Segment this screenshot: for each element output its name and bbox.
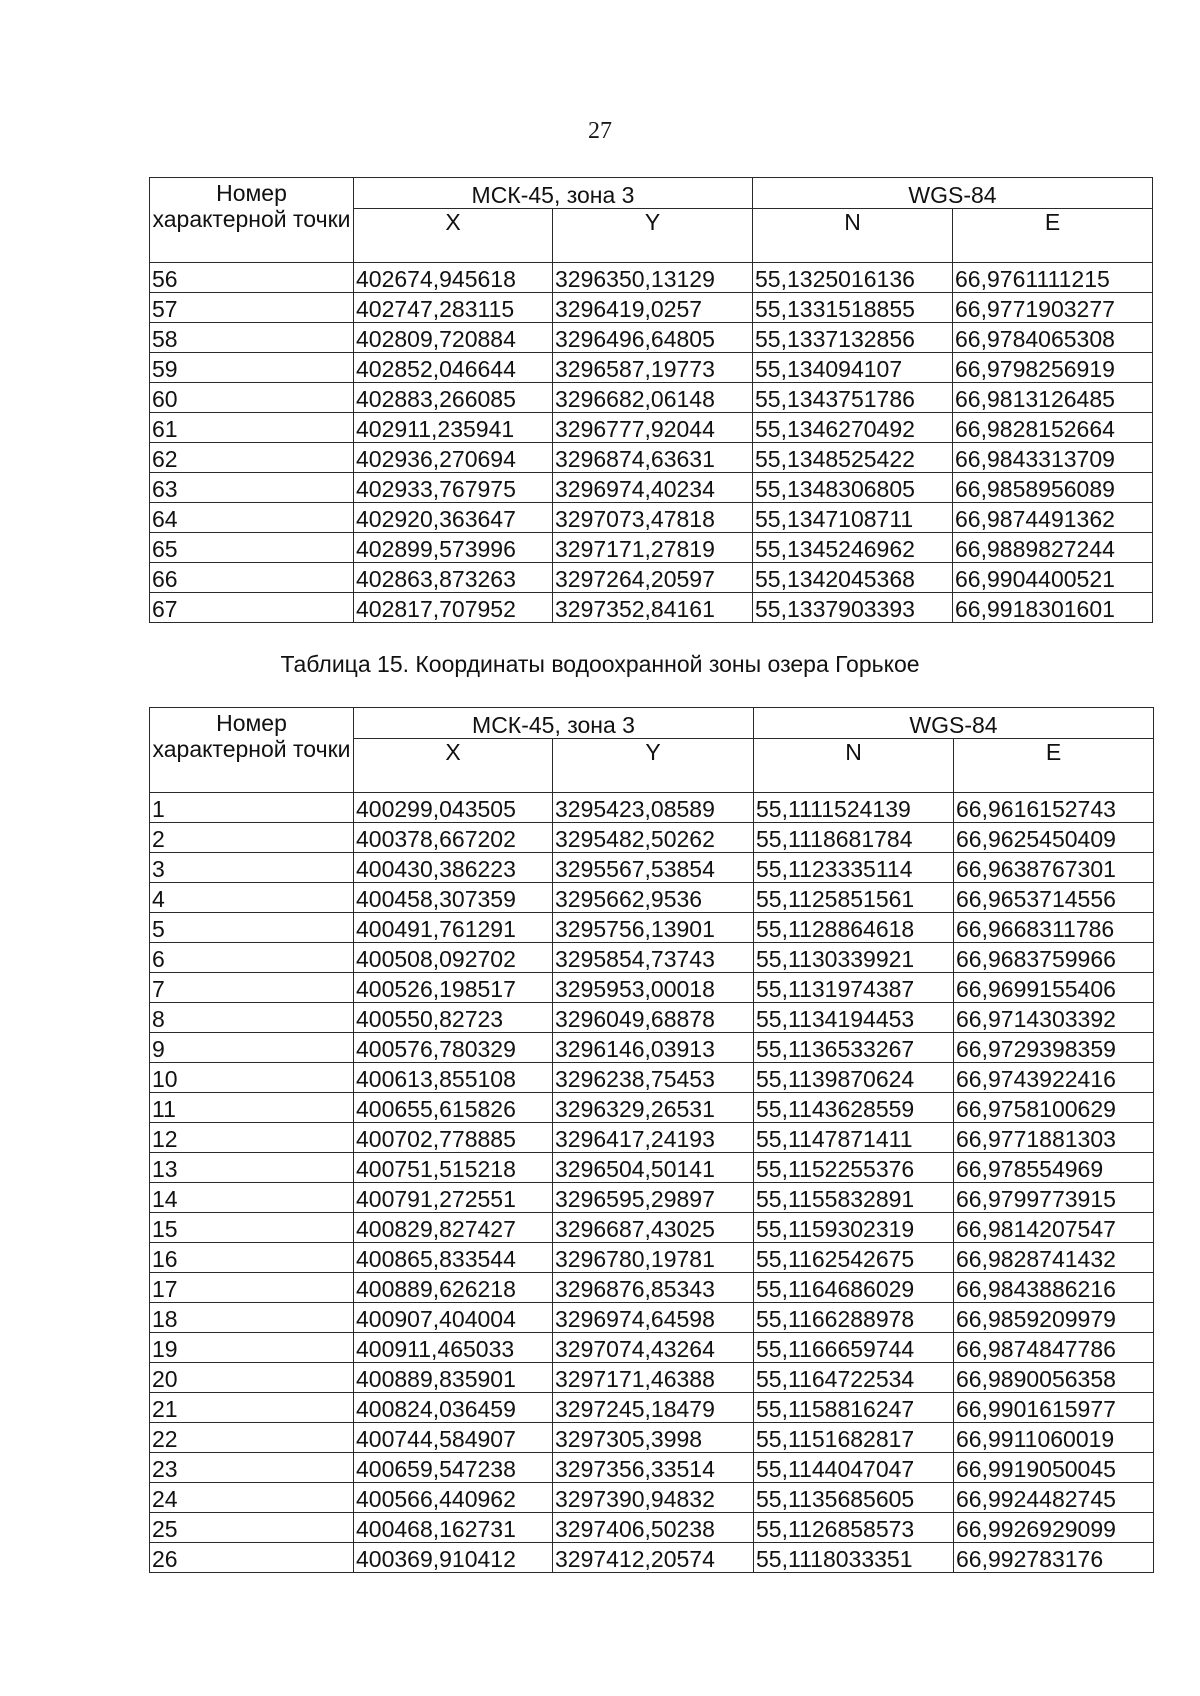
cell-msk-y: 3296876,85343 (553, 1273, 754, 1303)
cell-point-number: 4 (150, 883, 354, 913)
cell-point-number: 17 (150, 1273, 354, 1303)
table-row (150, 1243, 1154, 1273)
cell-wgs-n: 55,1158816247 (754, 1393, 954, 1423)
cell-msk-x: 402674,945618 (354, 263, 553, 293)
table-row (150, 263, 1153, 293)
table-row (150, 563, 1153, 593)
cell-wgs-e: 66,9828741432 (954, 1243, 1154, 1273)
cell-msk-x: 400576,780329 (354, 1033, 553, 1063)
cell-wgs-e: 66,9814207547 (954, 1213, 1154, 1243)
cell-point-number: 19 (150, 1333, 354, 1363)
cell-wgs-n: 55,1126858573 (754, 1513, 954, 1543)
cell-point-number: 2 (150, 823, 354, 853)
cell-msk-y: 3296874,63631 (553, 443, 753, 473)
cell-point-number: 21 (150, 1393, 354, 1423)
header-wgs: WGS-84 (754, 708, 1154, 739)
cell-msk-x: 402852,046644 (354, 353, 553, 383)
cell-msk-y: 3297390,94832 (553, 1483, 754, 1513)
header-y: Y (553, 739, 754, 793)
table-row (150, 1273, 1154, 1303)
cell-wgs-n: 55,1164686029 (754, 1273, 954, 1303)
header-msk: МСК-45, зона 3 (354, 178, 753, 209)
cell-msk-x: 400566,440962 (354, 1483, 553, 1513)
cell-msk-y: 3295567,53854 (553, 853, 754, 883)
cell-wgs-n: 55,1348525422 (753, 443, 953, 473)
cell-msk-x: 400655,615826 (354, 1093, 553, 1123)
cell-msk-x: 402883,266085 (354, 383, 553, 413)
table-row (150, 883, 1154, 913)
cell-wgs-n: 55,1345246962 (753, 533, 953, 563)
cell-wgs-e: 66,9771881303 (954, 1123, 1154, 1153)
cell-msk-x: 400659,547238 (354, 1453, 553, 1483)
cell-point-number: 11 (150, 1093, 354, 1123)
cell-msk-x: 400526,198517 (354, 973, 553, 1003)
cell-msk-y: 3296682,06148 (553, 383, 753, 413)
cell-wgs-e: 66,9874491362 (953, 503, 1153, 533)
header-msk: МСК-45, зона 3 (354, 708, 754, 739)
cell-point-number: 58 (150, 323, 354, 353)
cell-wgs-n: 55,1337903393 (753, 593, 953, 623)
table-row (150, 1513, 1154, 1543)
cell-msk-y: 3296595,29897 (553, 1183, 754, 1213)
cell-msk-x: 402863,873263 (354, 563, 553, 593)
cell-point-number: 63 (150, 473, 354, 503)
cell-wgs-n: 55,1147871411 (754, 1123, 954, 1153)
cell-wgs-e: 66,9859209979 (954, 1303, 1154, 1333)
cell-msk-x: 400613,855108 (354, 1063, 553, 1093)
cell-point-number: 62 (150, 443, 354, 473)
table-row (150, 533, 1153, 563)
table-row (150, 1033, 1154, 1063)
cell-msk-y: 3295756,13901 (553, 913, 754, 943)
cell-point-number: 60 (150, 383, 354, 413)
header-wgs: WGS-84 (753, 178, 1153, 209)
table-row (150, 443, 1153, 473)
cell-wgs-e: 66,9758100629 (954, 1093, 1154, 1123)
cell-msk-x: 400824,036459 (354, 1393, 553, 1423)
cell-msk-y: 3295953,00018 (553, 973, 754, 1003)
cell-msk-x: 402911,235941 (354, 413, 553, 443)
cell-point-number: 5 (150, 913, 354, 943)
header-e: E (954, 739, 1154, 793)
table-body (150, 263, 1153, 623)
cell-point-number: 13 (150, 1153, 354, 1183)
header-point-number: Номер характерной точки (150, 708, 354, 793)
cell-msk-x: 402920,363647 (354, 503, 553, 533)
cell-point-number: 9 (150, 1033, 354, 1063)
cell-msk-x: 400458,307359 (354, 883, 553, 913)
cell-msk-y: 3296238,75453 (553, 1063, 754, 1093)
table-row (150, 853, 1154, 883)
cell-point-number: 15 (150, 1213, 354, 1243)
cell-msk-y: 3297305,3998 (553, 1423, 754, 1453)
cell-msk-y: 3296504,50141 (553, 1153, 754, 1183)
cell-msk-x: 400911,465033 (354, 1333, 553, 1363)
table-row (150, 1423, 1154, 1453)
cell-msk-y: 3297356,33514 (553, 1453, 754, 1483)
cell-wgs-n: 55,1346270492 (753, 413, 953, 443)
cell-msk-y: 3296350,13129 (553, 263, 753, 293)
cell-wgs-n: 55,1166288978 (754, 1303, 954, 1333)
cell-wgs-e: 66,9683759966 (954, 943, 1154, 973)
cell-msk-y: 3296049,68878 (553, 1003, 754, 1033)
cell-point-number: 65 (150, 533, 354, 563)
table-row (150, 353, 1153, 383)
cell-wgs-e: 66,9714303392 (954, 1003, 1154, 1033)
cell-wgs-e: 66,9813126485 (953, 383, 1153, 413)
cell-point-number: 14 (150, 1183, 354, 1213)
cell-wgs-n: 55,1143628559 (754, 1093, 954, 1123)
cell-msk-x: 402936,270694 (354, 443, 553, 473)
coordinates-table-continued (149, 177, 1153, 623)
cell-point-number: 22 (150, 1423, 354, 1453)
cell-point-number: 20 (150, 1363, 354, 1393)
cell-msk-y: 3295423,08589 (553, 793, 754, 823)
cell-wgs-e: 66,9843313709 (953, 443, 1153, 473)
table-row (150, 793, 1154, 823)
coordinates-table-lake-gorkoe (149, 707, 1154, 1573)
cell-wgs-n: 55,1347108711 (753, 503, 953, 533)
table-row (150, 973, 1154, 1003)
header-x: X (354, 209, 553, 263)
cell-msk-y: 3296974,40234 (553, 473, 753, 503)
cell-wgs-n: 55,1136533267 (754, 1033, 954, 1063)
cell-msk-y: 3297074,43264 (553, 1333, 754, 1363)
cell-msk-x: 400865,833544 (354, 1243, 553, 1273)
cell-wgs-e: 66,978554969 (954, 1153, 1154, 1183)
cell-wgs-e: 66,9890056358 (954, 1363, 1154, 1393)
cell-wgs-n: 55,1131974387 (754, 973, 954, 1003)
cell-point-number: 26 (150, 1543, 354, 1573)
cell-msk-y: 3296419,0257 (553, 293, 753, 323)
cell-wgs-n: 55,1342045368 (753, 563, 953, 593)
cell-point-number: 12 (150, 1123, 354, 1153)
cell-msk-x: 402817,707952 (354, 593, 553, 623)
cell-wgs-n: 55,1166659744 (754, 1333, 954, 1363)
cell-msk-x: 402809,720884 (354, 323, 553, 353)
table-row (150, 1543, 1154, 1573)
cell-msk-x: 400468,162731 (354, 1513, 553, 1543)
cell-msk-x: 400702,778885 (354, 1123, 553, 1153)
header-y: Y (553, 209, 753, 263)
cell-point-number: 57 (150, 293, 354, 323)
cell-msk-x: 402899,573996 (354, 533, 553, 563)
table-caption: Таблица 15. Координаты водоохранной зоны озера Горькое (280, 651, 920, 677)
cell-wgs-e: 66,9843886216 (954, 1273, 1154, 1303)
cell-wgs-n: 55,1159302319 (754, 1213, 954, 1243)
cell-wgs-e: 66,9653714556 (954, 883, 1154, 913)
cell-wgs-e: 66,9743922416 (954, 1063, 1154, 1093)
cell-wgs-e: 66,9924482745 (954, 1483, 1154, 1513)
table-row (150, 593, 1153, 623)
cell-msk-x: 402933,767975 (354, 473, 553, 503)
cell-wgs-e: 66,9729398359 (954, 1033, 1154, 1063)
cell-wgs-n: 55,1118681784 (754, 823, 954, 853)
cell-point-number: 7 (150, 973, 354, 1003)
table-row (150, 413, 1153, 443)
cell-msk-y: 3297245,18479 (553, 1393, 754, 1423)
cell-wgs-e: 66,9699155406 (954, 973, 1154, 1003)
cell-msk-x: 400791,272551 (354, 1183, 553, 1213)
cell-msk-x: 400369,910412 (354, 1543, 553, 1573)
cell-wgs-e: 66,9919050045 (954, 1453, 1154, 1483)
cell-wgs-n: 55,1155832891 (754, 1183, 954, 1213)
cell-msk-x: 400751,515218 (354, 1153, 553, 1183)
table-row (150, 503, 1153, 533)
cell-wgs-n: 55,1325016136 (753, 263, 953, 293)
table-row (150, 1453, 1154, 1483)
cell-msk-x: 400378,667202 (354, 823, 553, 853)
cell-wgs-n: 55,1130339921 (754, 943, 954, 973)
cell-msk-y: 3295854,73743 (553, 943, 754, 973)
page-number: 27 (588, 118, 612, 144)
header-x: X (354, 739, 553, 793)
cell-wgs-e: 66,9625450409 (954, 823, 1154, 853)
cell-wgs-e: 66,9904400521 (953, 563, 1153, 593)
cell-msk-y: 3296974,64598 (553, 1303, 754, 1333)
table-row (150, 383, 1153, 413)
cell-msk-y: 3296496,64805 (553, 323, 753, 353)
cell-msk-y: 3297073,47818 (553, 503, 753, 533)
cell-wgs-e: 66,9911060019 (954, 1423, 1154, 1453)
cell-point-number: 8 (150, 1003, 354, 1033)
cell-msk-y: 3297352,84161 (553, 593, 753, 623)
table-row (150, 1303, 1154, 1333)
cell-msk-y: 3295662,9536 (553, 883, 754, 913)
cell-msk-x: 400744,584907 (354, 1423, 553, 1453)
cell-msk-x: 400491,761291 (354, 913, 553, 943)
cell-point-number: 6 (150, 943, 354, 973)
cell-point-number: 61 (150, 413, 354, 443)
table-row (150, 473, 1153, 503)
table-row (150, 823, 1154, 853)
cell-point-number: 18 (150, 1303, 354, 1333)
cell-point-number: 66 (150, 563, 354, 593)
cell-wgs-n: 55,1343751786 (753, 383, 953, 413)
table-row (150, 1393, 1154, 1423)
cell-wgs-e: 66,9638767301 (954, 853, 1154, 883)
table-row (150, 1183, 1154, 1213)
cell-wgs-n: 55,134094107 (753, 353, 953, 383)
cell-point-number: 1 (150, 793, 354, 823)
cell-msk-y: 3297171,27819 (553, 533, 753, 563)
cell-msk-x: 400889,835901 (354, 1363, 553, 1393)
cell-wgs-n: 55,1162542675 (754, 1243, 954, 1273)
cell-wgs-e: 66,9784065308 (953, 323, 1153, 353)
cell-point-number: 23 (150, 1453, 354, 1483)
cell-msk-y: 3297406,50238 (553, 1513, 754, 1543)
cell-wgs-n: 55,1152255376 (754, 1153, 954, 1183)
cell-msk-y: 3297264,20597 (553, 563, 753, 593)
cell-msk-y: 3296777,92044 (553, 413, 753, 443)
cell-wgs-n: 55,1139870624 (754, 1063, 954, 1093)
table-row (150, 323, 1153, 353)
cell-msk-x: 400508,092702 (354, 943, 553, 973)
cell-wgs-n: 55,1164722534 (754, 1363, 954, 1393)
cell-wgs-e: 66,9771903277 (953, 293, 1153, 323)
cell-point-number: 67 (150, 593, 354, 623)
cell-point-number: 10 (150, 1063, 354, 1093)
cell-msk-y: 3296146,03913 (553, 1033, 754, 1063)
cell-point-number: 56 (150, 263, 354, 293)
table-row (150, 943, 1154, 973)
table-row (150, 1363, 1154, 1393)
cell-point-number: 16 (150, 1243, 354, 1273)
table-row (150, 1123, 1154, 1153)
cell-point-number: 24 (150, 1483, 354, 1513)
cell-msk-x: 400889,626218 (354, 1273, 553, 1303)
cell-msk-y: 3297171,46388 (553, 1363, 754, 1393)
cell-wgs-e: 66,9828152664 (953, 413, 1153, 443)
table-row (150, 1003, 1154, 1033)
table-row (150, 1213, 1154, 1243)
cell-wgs-n: 55,1144047047 (754, 1453, 954, 1483)
cell-msk-x: 402747,283115 (354, 293, 553, 323)
cell-msk-y: 3295482,50262 (553, 823, 754, 853)
cell-wgs-n: 55,1135685605 (754, 1483, 954, 1513)
header-e: E (953, 209, 1153, 263)
header-point-number: Номер характерной точки (150, 178, 354, 263)
table-row (150, 293, 1153, 323)
table-body (150, 793, 1154, 1573)
cell-wgs-n: 55,1123335114 (754, 853, 954, 883)
cell-wgs-e: 66,9799773915 (954, 1183, 1154, 1213)
cell-msk-x: 400907,404004 (354, 1303, 553, 1333)
cell-point-number: 59 (150, 353, 354, 383)
cell-wgs-n: 55,1151682817 (754, 1423, 954, 1453)
header-n: N (753, 209, 953, 263)
table-row (150, 1153, 1154, 1183)
cell-wgs-n: 55,1134194453 (754, 1003, 954, 1033)
cell-wgs-e: 66,9918301601 (953, 593, 1153, 623)
cell-msk-y: 3297412,20574 (553, 1543, 754, 1573)
cell-wgs-e: 66,9761111215 (953, 263, 1153, 293)
table-row (150, 1483, 1154, 1513)
cell-wgs-e: 66,992783176 (954, 1543, 1154, 1573)
table-row (150, 1333, 1154, 1363)
cell-wgs-n: 55,1118033351 (754, 1543, 954, 1573)
cell-msk-y: 3296687,43025 (553, 1213, 754, 1243)
cell-msk-x: 400550,82723 (354, 1003, 553, 1033)
cell-msk-x: 400430,386223 (354, 853, 553, 883)
table-row (150, 913, 1154, 943)
cell-wgs-n: 55,1331518855 (753, 293, 953, 323)
cell-point-number: 3 (150, 853, 354, 883)
cell-msk-x: 400829,827427 (354, 1213, 553, 1243)
table-row (150, 1093, 1154, 1123)
cell-wgs-n: 55,1128864618 (754, 913, 954, 943)
cell-wgs-n: 55,1348306805 (753, 473, 953, 503)
cell-msk-y: 3296780,19781 (553, 1243, 754, 1273)
cell-wgs-e: 66,9798256919 (953, 353, 1153, 383)
header-n: N (754, 739, 954, 793)
cell-wgs-n: 55,1125851561 (754, 883, 954, 913)
cell-wgs-e: 66,9901615977 (954, 1393, 1154, 1423)
cell-wgs-n: 55,1111524139 (754, 793, 954, 823)
cell-msk-y: 3296329,26531 (553, 1093, 754, 1123)
cell-wgs-e: 66,9616152743 (954, 793, 1154, 823)
cell-wgs-e: 66,9858956089 (953, 473, 1153, 503)
cell-wgs-e: 66,9889827244 (953, 533, 1153, 563)
cell-wgs-e: 66,9874847786 (954, 1333, 1154, 1363)
table-row (150, 1063, 1154, 1093)
cell-wgs-n: 55,1337132856 (753, 323, 953, 353)
cell-point-number: 25 (150, 1513, 354, 1543)
cell-wgs-e: 66,9668311786 (954, 913, 1154, 943)
cell-wgs-e: 66,9926929099 (954, 1513, 1154, 1543)
cell-msk-y: 3296417,24193 (553, 1123, 754, 1153)
cell-msk-y: 3296587,19773 (553, 353, 753, 383)
cell-point-number: 64 (150, 503, 354, 533)
cell-msk-x: 400299,043505 (354, 793, 553, 823)
